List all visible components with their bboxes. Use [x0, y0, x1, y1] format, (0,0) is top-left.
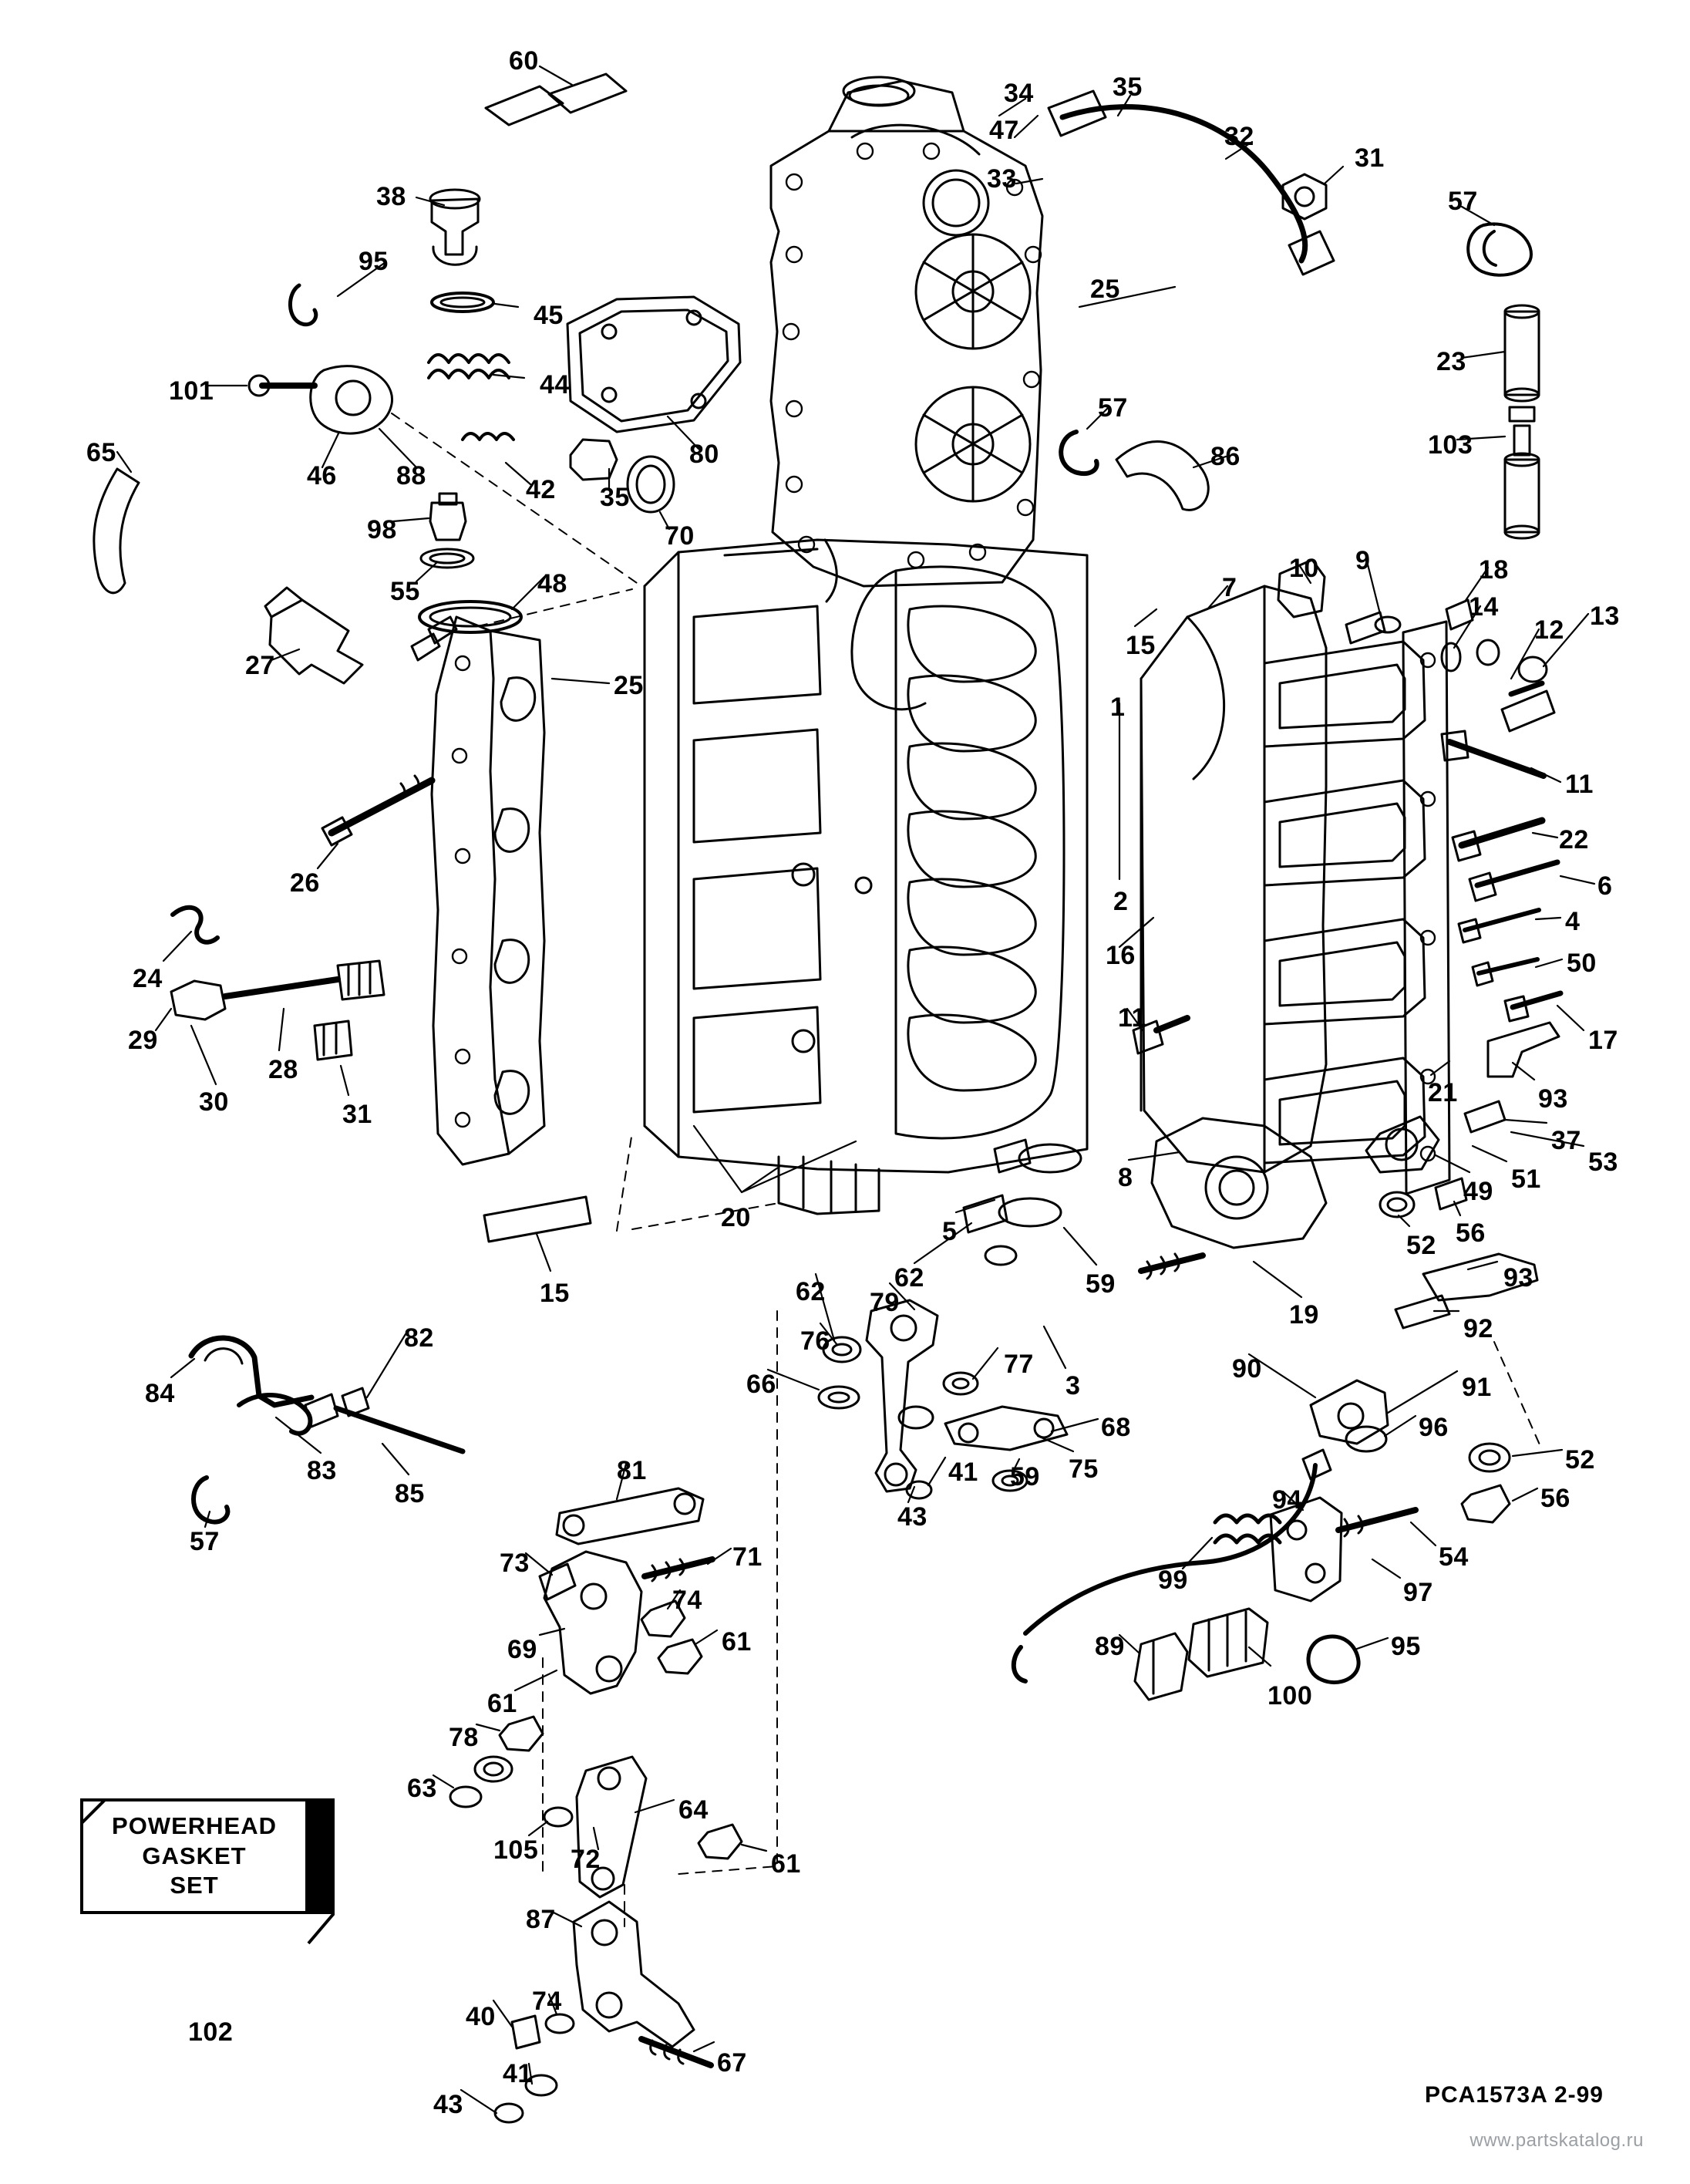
- callout-number: 79: [870, 1288, 900, 1317]
- tube-23: [1505, 305, 1539, 538]
- callout-number: 5: [942, 1217, 958, 1246]
- callout-number: 68: [1101, 1413, 1131, 1442]
- callout-number: 62: [796, 1277, 826, 1306]
- nut-31: [1283, 174, 1326, 219]
- callout-number: 47: [989, 116, 1019, 145]
- callout-number: 24: [133, 964, 163, 993]
- callout-number: 70: [665, 521, 695, 551]
- callout-number: 35: [600, 483, 630, 512]
- callout-number: 57: [1448, 187, 1478, 216]
- callout-number: 43: [897, 1502, 927, 1532]
- callout-number: 77: [1004, 1350, 1034, 1379]
- callout-number: 76: [800, 1326, 830, 1356]
- fasteners-right: [1133, 600, 1560, 1053]
- callout-number: 28: [268, 1055, 298, 1084]
- bolt-26: [322, 776, 432, 845]
- callout-number: 96: [1419, 1413, 1449, 1442]
- callout-number: 94: [1272, 1485, 1302, 1515]
- callout-number: 7: [1222, 573, 1237, 602]
- callout-number: 74: [532, 1987, 562, 2016]
- callout-number: 98: [367, 515, 397, 544]
- rod-assembly: [171, 961, 384, 1060]
- callout-number: 56: [1456, 1218, 1486, 1248]
- callout-number: 103: [1428, 430, 1473, 460]
- hose-65: [94, 469, 139, 593]
- spark-plug-27: [265, 588, 362, 683]
- callout-number: 101: [169, 376, 214, 406]
- thermostat-group: [290, 190, 674, 512]
- callout-number: 100: [1268, 1681, 1313, 1710]
- bracket-93-upper: [1488, 1023, 1559, 1077]
- callout-number: 59: [1010, 1462, 1040, 1491]
- callout-number: 38: [376, 182, 406, 211]
- callout-number: 69: [507, 1635, 537, 1664]
- callout-leaders: [117, 66, 1594, 2113]
- callout-number: 105: [493, 1835, 539, 1865]
- callout-number: 53: [1588, 1148, 1618, 1177]
- callout-number: 61: [487, 1689, 517, 1718]
- callout-number: 26: [290, 868, 320, 898]
- callout-number: 89: [1095, 1632, 1125, 1661]
- callout-number: 17: [1588, 1026, 1618, 1055]
- callout-number: 23: [1436, 347, 1466, 376]
- callout-number: 93: [1503, 1263, 1533, 1293]
- callout-number: 74: [672, 1586, 702, 1615]
- callout-number: 87: [526, 1905, 556, 1934]
- callout-number: 92: [1463, 1314, 1493, 1343]
- callout-number: 31: [342, 1100, 372, 1129]
- powerhead-gasket-set-box: [80, 1798, 335, 1945]
- gasket-box-line-1: POWERHEAD: [112, 1812, 277, 1839]
- callout-number: 20: [721, 1203, 751, 1232]
- callout-number: 84: [145, 1379, 175, 1408]
- callout-number: 19: [1289, 1300, 1319, 1330]
- callout-number: 67: [717, 2048, 747, 2078]
- callout-number: 41: [503, 2059, 533, 2088]
- hose-parts-60: [486, 74, 626, 125]
- callout-number: 102: [188, 2017, 234, 2047]
- callout-number: 54: [1439, 1542, 1469, 1572]
- hose-32: [1049, 91, 1334, 275]
- callout-number: 75: [1069, 1454, 1099, 1484]
- callout-number: 64: [678, 1795, 709, 1825]
- callout-number: 81: [617, 1456, 647, 1485]
- callout-number: 42: [526, 475, 556, 504]
- callout-number: 57: [1098, 393, 1128, 423]
- callout-number: 52: [1406, 1231, 1436, 1260]
- callout-number: 14: [1469, 592, 1499, 622]
- callout-number: 99: [1158, 1566, 1188, 1595]
- callout-number: 60: [509, 46, 539, 76]
- callout-number: 59: [1086, 1269, 1116, 1299]
- callout-number: 13: [1590, 602, 1620, 631]
- callout-number: 97: [1403, 1578, 1433, 1607]
- intake-manifold: [1141, 560, 1449, 1248]
- callout-number: 33: [987, 164, 1017, 194]
- callout-number: 66: [746, 1370, 776, 1399]
- callout-number: 49: [1463, 1177, 1493, 1206]
- callout-number: 16: [1106, 941, 1136, 970]
- callout-number: 18: [1479, 555, 1509, 585]
- callout-number: 22: [1559, 825, 1589, 854]
- callout-number: 6: [1597, 871, 1613, 901]
- shaft-parts-5-8: [964, 1140, 1203, 1279]
- callout-number: 52: [1565, 1445, 1595, 1475]
- callout-number: 32: [1224, 122, 1254, 151]
- callout-number: 48: [537, 569, 567, 598]
- callout-number: 61: [722, 1627, 752, 1657]
- callout-number: 15: [1126, 631, 1156, 660]
- source-watermark: www.partskatalog.ru: [1469, 2130, 1644, 2151]
- callout-number: 37: [1551, 1126, 1581, 1155]
- callout-number: 78: [449, 1723, 479, 1752]
- callout-number: 34: [1004, 79, 1034, 108]
- callout-number: 27: [245, 651, 275, 680]
- callout-number: 82: [404, 1323, 434, 1353]
- callout-number: 4: [1565, 907, 1581, 936]
- callout-number: 21: [1428, 1078, 1458, 1107]
- callout-number: 95: [1391, 1632, 1421, 1661]
- callout-number: 90: [1232, 1354, 1262, 1384]
- callout-number: 43: [433, 2090, 463, 2119]
- callout-number: 65: [86, 438, 116, 467]
- callout-number: 73: [500, 1549, 530, 1578]
- callout-number: 11: [1565, 770, 1594, 799]
- cylinder-head-part: [771, 77, 1042, 586]
- callout-number: 55: [390, 577, 420, 606]
- callout-number: 46: [307, 461, 337, 490]
- water-cover-group: [249, 366, 521, 632]
- callout-number: 45: [534, 301, 564, 330]
- callout-number: 12: [1534, 615, 1564, 645]
- callout-number: 1: [1110, 693, 1126, 722]
- callout-number: 30: [199, 1087, 229, 1117]
- clip-24: [173, 908, 217, 942]
- callout-number: 83: [307, 1456, 337, 1485]
- callout-number: 15: [540, 1279, 570, 1308]
- head-gasket-part: [567, 297, 740, 432]
- callout-number: 9: [1355, 546, 1371, 575]
- callout-number: 61: [771, 1849, 801, 1879]
- callout-number: 31: [1355, 143, 1385, 173]
- callout-number: 2: [1113, 887, 1129, 916]
- callout-number: 11: [1118, 1003, 1146, 1033]
- callout-number: 86: [1210, 442, 1241, 471]
- callout-number: 62: [894, 1263, 924, 1293]
- gasket-box-outline: [80, 1798, 335, 1945]
- gasket-box-line-2: GASKET: [142, 1842, 247, 1869]
- callout-number: 72: [571, 1845, 601, 1874]
- callout-number: 56: [1540, 1484, 1570, 1513]
- callout-number: 71: [732, 1542, 763, 1572]
- callout-number: 35: [1113, 72, 1143, 102]
- callout-number: 44: [540, 370, 570, 399]
- clamp-57-mid: [1061, 432, 1097, 474]
- callout-number: 50: [1567, 949, 1597, 978]
- callout-number: 8: [1118, 1163, 1133, 1192]
- hose-86: [1116, 442, 1208, 511]
- clamp-57-top: [1468, 224, 1531, 275]
- crankcase-block: [645, 540, 1087, 1214]
- exhaust-cover-25: [412, 617, 544, 1164]
- callout-number: 91: [1462, 1373, 1492, 1402]
- callout-number: 10: [1289, 554, 1319, 583]
- callout-number: 93: [1538, 1084, 1568, 1114]
- callout-number: 80: [689, 440, 719, 469]
- callout-number: 95: [359, 247, 389, 276]
- callout-number: 63: [407, 1774, 437, 1803]
- callout-number: 25: [614, 671, 644, 700]
- callout-number: 40: [466, 2002, 496, 2031]
- drawing-code: PCA1573A 2-99: [1424, 2082, 1604, 2108]
- callout-number: 41: [948, 1458, 978, 1487]
- gasket-box-line-3: SET: [170, 1872, 219, 1899]
- callout-number: 51: [1511, 1164, 1541, 1194]
- callout-number: 3: [1066, 1371, 1081, 1400]
- callout-number: 29: [128, 1026, 158, 1055]
- callout-number: 57: [190, 1527, 220, 1556]
- callout-number: 88: [396, 461, 426, 490]
- callout-number: 25: [1090, 275, 1120, 304]
- callout-number: 85: [395, 1479, 425, 1508]
